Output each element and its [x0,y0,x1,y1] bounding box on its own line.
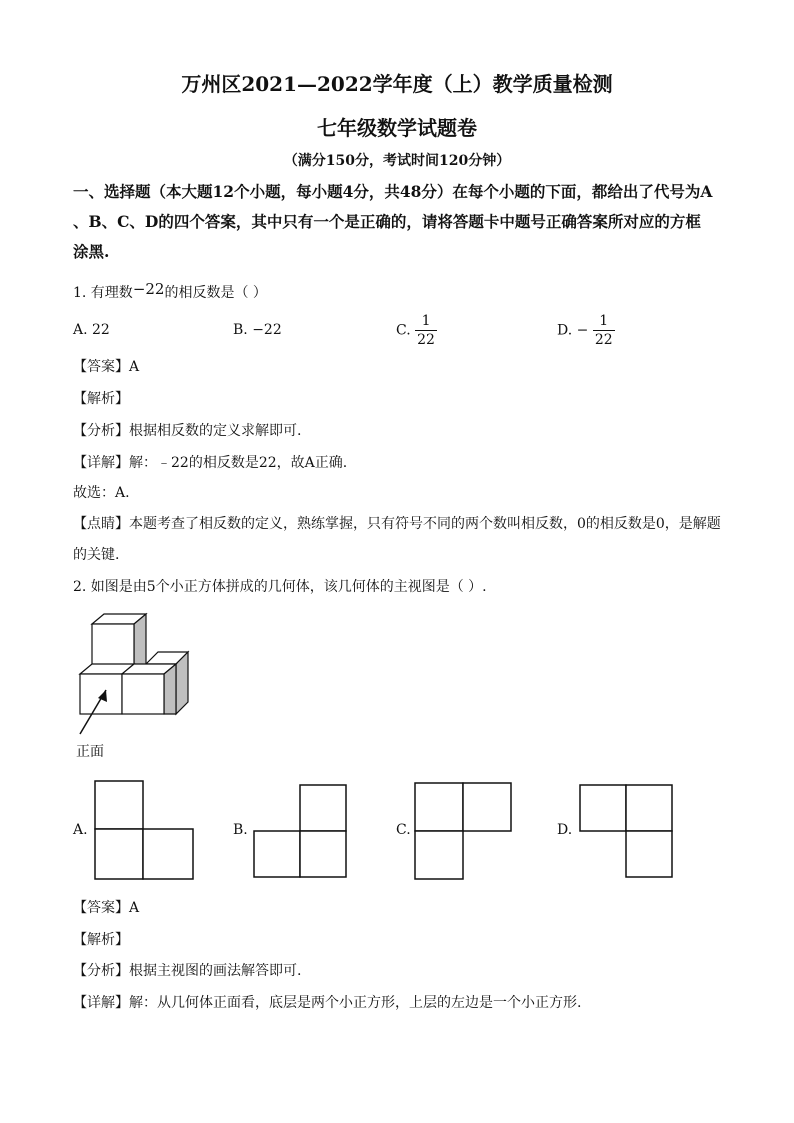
fraction-denominator: 22 [417,332,435,348]
fenxi-tag: 【分析】 [73,963,129,979]
xiangjie-text: 解：从几何体正面看，底层是两个小正方形，上层的左边是一个小正方形. [129,995,582,1011]
q2-xiangjie [73,993,733,1013]
q1-option-c-fraction [415,312,437,349]
fraction-numerator: 1 [415,312,437,331]
q1-option-b: B. −22 [233,322,282,338]
q1-stem-number: −22 [132,280,165,298]
q1-analysis-tag: 【解析】 [73,391,129,407]
q1-option-c [396,312,437,349]
fraction-numerator: 1 [593,312,615,331]
q1-stem-pre: 1. 有理数 [73,285,133,301]
section-line-2: 、B、C、D的四个答案，其中只有一个是正确的，请将答题卡中题号正确答案所对应的方框 [73,212,701,231]
view-square [254,831,300,877]
q1-stem-post: 的相反数是（ ） [164,285,267,301]
answer-value: A [129,359,140,375]
answer-tag: 【答案】 [73,900,129,916]
section-line-3: 涂黑. [73,242,110,261]
dianjing-tag: 【点睛】 [73,516,129,532]
q1-stem [73,282,733,303]
view-square [300,785,346,831]
q2-option-a-figure [90,776,200,886]
exam-title: 万州区2021—2022学年度（上）教学质量检测 [181,72,613,96]
view-square [143,829,193,879]
q1-option-d-fraction [593,312,615,349]
answer-value: A [129,900,140,916]
view-square [300,831,346,877]
view-square [415,831,463,879]
cube-front-face [122,674,164,714]
view-square [463,783,511,831]
q1-dianjing-cont: 的关键. [73,547,120,563]
q1-xiangjie [73,453,733,473]
fraction-denominator: 22 [594,332,613,348]
view-square [95,829,143,879]
q1-option-d-label: D. − [557,322,589,339]
view-square [580,785,626,831]
cube-figure [70,608,200,758]
section-line-1: 一、选择题（本大题12个小题，每小题4分，共48分）在每个小题的下面，都给出了代号为A [73,182,713,201]
q1-dianjing [73,514,733,534]
exam-note: （满分150分，考试时间120分钟） [283,153,511,169]
answer-tag: 【答案】 [73,359,129,375]
q2-answer [73,898,733,918]
view-square [415,783,463,831]
exam-subtitle: 七年级数学试题卷 [317,116,477,140]
cube-front-face [80,674,122,714]
q1-option-a: A. 22 [73,322,110,338]
q2-option-a-label: A. [73,822,88,838]
fenxi-text: 根据主视图的画法解答即可. [129,963,302,979]
xiangjie-tag: 【详解】 [73,995,129,1011]
xiangjie-text: 解：﹣22的相反数是22，故A正确. [129,455,348,471]
view-square [626,831,672,877]
q1-choice: 故选：A. [73,485,130,501]
dianjing-text: 本题考查了相反数的定义，熟练掌握，只有符号不同的两个数叫相反数，0的相反数是0，是解题 [129,516,721,532]
fenxi-tag: 【分析】 [73,423,129,439]
q1-answer [73,357,733,377]
q2-option-d-figure [575,780,679,884]
q2-fenxi [73,961,733,981]
q2-option-d-label: D. [557,822,573,838]
fenxi-text: 根据相反数的定义求解即可. [129,423,302,439]
q2-analysis-tag: 【解析】 [73,932,129,948]
q2-option-b-label: B. [233,822,248,838]
q1-fenxi [73,421,733,441]
q1-option-c-label: C. [396,322,411,339]
front-label: 正面 [76,744,104,760]
xiangjie-tag: 【详解】 [73,455,129,471]
q2-option-b-figure [250,780,354,884]
section-instructions [73,177,733,267]
q2-option-c-figure [410,778,520,886]
view-square [626,785,672,831]
q2-option-c-label: C. [396,822,411,838]
q2-stem: 2. 如图是由5个小正方体拼成的几何体，该几何体的主视图是（ ）. [73,579,487,595]
q1-option-d [557,312,615,349]
view-square [95,781,143,829]
